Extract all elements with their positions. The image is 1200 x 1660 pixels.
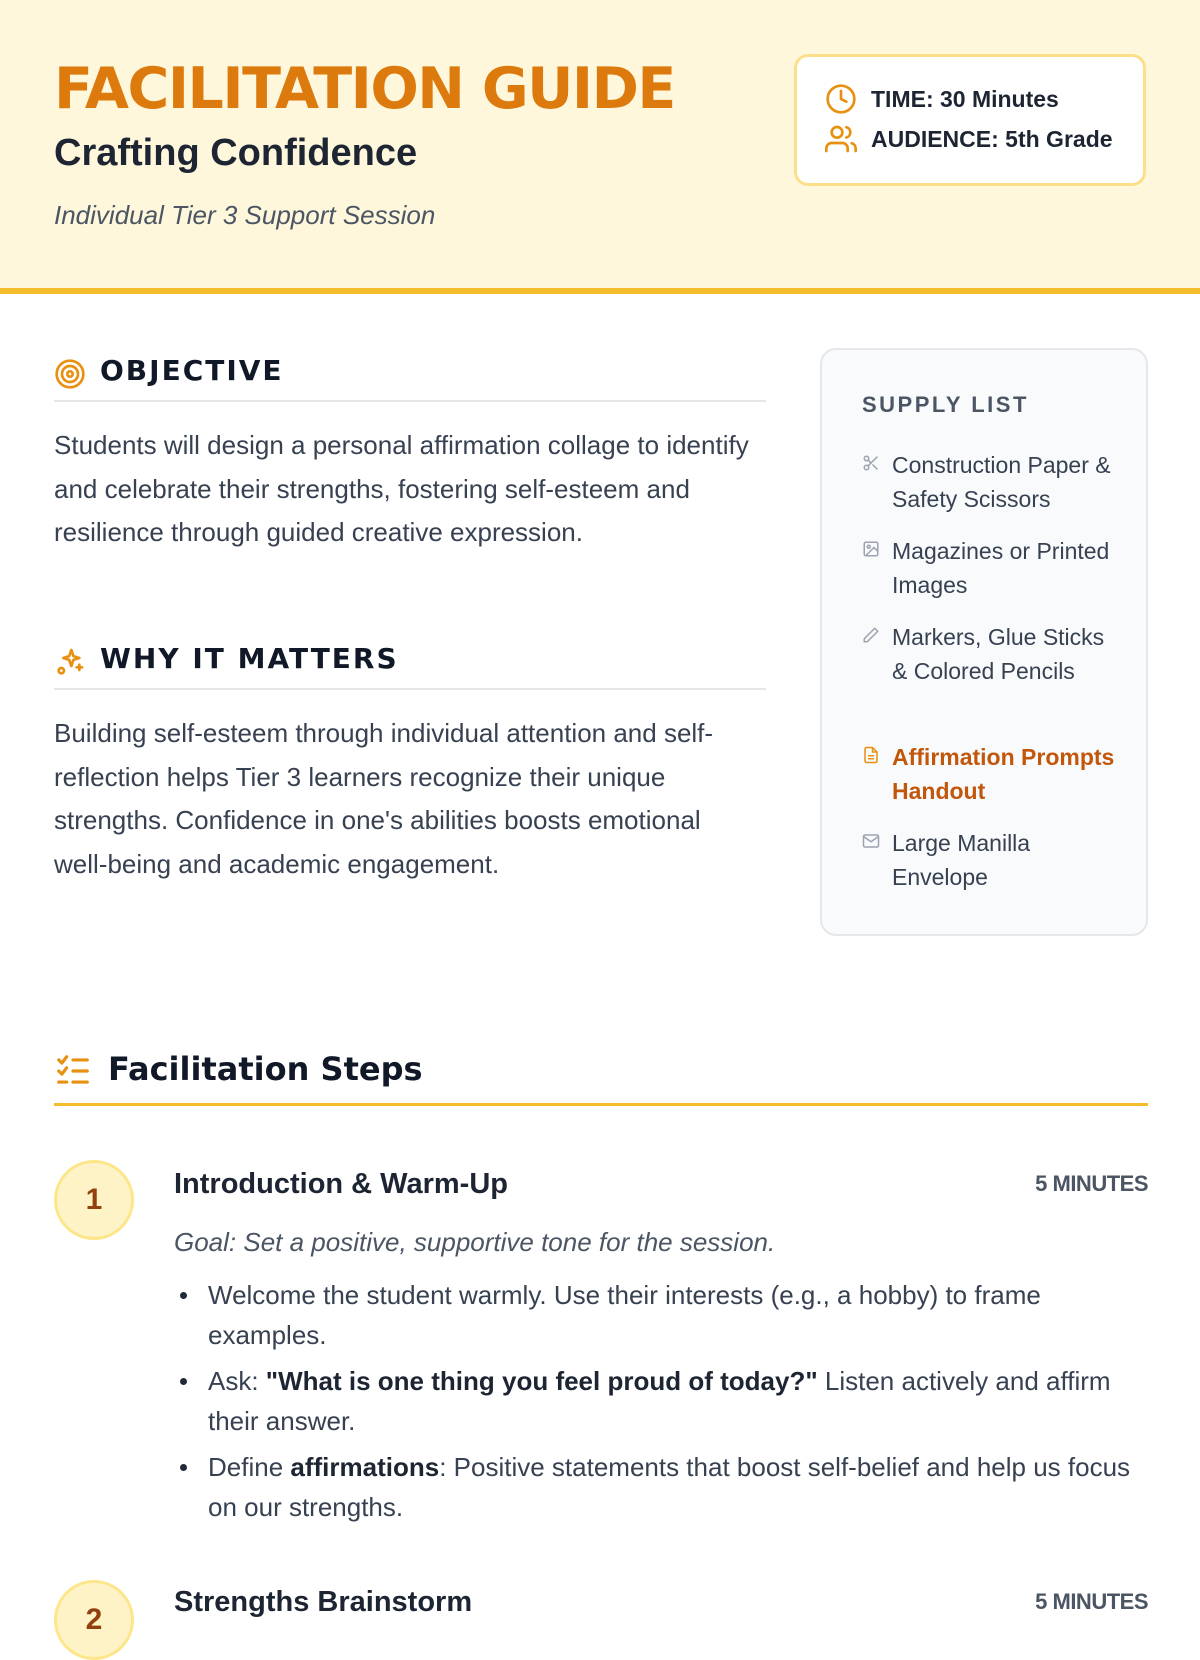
bullet-text: Welcome the student warmly. Use their interests (e.g., a hobby) to frame examples. [208, 1280, 1041, 1350]
step-number: 1 [54, 1160, 134, 1240]
image-icon [862, 540, 880, 558]
supply-item-label: Large Manilla Envelope [892, 830, 1031, 890]
header-banner [0, 0, 1200, 294]
objective-label: OBJECTIVE [100, 354, 284, 387]
target-icon [54, 358, 86, 390]
supply-item [862, 448, 1124, 516]
supply-item-label: Markers, Glue Sticks & Colored Pencils [892, 624, 1105, 684]
step-title: Introduction & Warm-Up [174, 1168, 508, 1200]
step-number: 2 [54, 1580, 134, 1660]
supply-list-card [820, 348, 1148, 936]
facilitation-steps-heading [54, 1046, 1148, 1106]
session-type: Individual Tier 3 Support Session [54, 200, 436, 230]
objective-heading [54, 346, 766, 402]
time-label: TIME: 30 Minutes [871, 85, 1059, 112]
step-duration: 5 MINUTES [1035, 1171, 1148, 1196]
supply-item-label: Construction Paper & Safety Scissors [892, 452, 1111, 512]
step-duration: 5 MINUTES [1035, 1589, 1148, 1614]
supply-item [862, 826, 1124, 894]
step-bullet [174, 1275, 1144, 1355]
bullet-text: Ask: [208, 1366, 266, 1396]
supply-item-highlighted [862, 740, 1124, 808]
step-bullets [174, 1275, 1144, 1533]
bullet-text: : Positive statements that boost self-belief and help us focus on our strengths. [208, 1452, 1131, 1522]
page-subtitle: Crafting Confidence [54, 132, 418, 174]
supply-item-label: Affirmation Prompts Handout [892, 744, 1115, 804]
scissors-icon [862, 454, 880, 472]
supply-item [862, 534, 1124, 602]
pen-icon [862, 626, 880, 644]
session-meta-card [794, 54, 1146, 186]
users-icon [825, 123, 857, 155]
step-title: Strengths Brainstorm [174, 1586, 473, 1618]
page-title: FACILITATION GUIDE [54, 56, 675, 122]
step-bullet [174, 1447, 1144, 1527]
facilitation-steps-label: Facilitation Steps [108, 1050, 423, 1088]
mail-icon [862, 832, 880, 850]
audience-row [825, 124, 1113, 154]
supply-list-title: SUPPLY LIST [862, 392, 1029, 417]
time-row [825, 84, 1059, 114]
sparkles-icon [54, 646, 86, 678]
bullet-question: "What is one thing you feel proud of today?" [265, 1366, 818, 1396]
objective-text: Students will design a personal affirmation collage to identify and celebrate their strengths, fostering self-esteem and resilience through guided creative expression. [54, 430, 749, 547]
why-heading [54, 634, 766, 690]
why-text: Building self-esteem through individual attention and self-reflection helps Tier 3 learners recognize their unique strengths. Confidence in one's abilities boosts emotional well-being and academic engagement. [54, 718, 714, 879]
why-label: WHY IT MATTERS [100, 642, 399, 675]
audience-label: AUDIENCE: 5th Grade [871, 125, 1113, 152]
bullet-text: Define [208, 1452, 291, 1482]
checklist-icon [54, 1052, 92, 1090]
bullet-text: Listen actively and affirm their answer. [208, 1366, 1111, 1436]
step-goal: Goal: Set a positive, supportive tone for the session. [174, 1227, 776, 1257]
supply-item [862, 620, 1124, 688]
bullet-term: affirmations [290, 1452, 440, 1482]
file-text-icon [862, 746, 880, 764]
step-bullet [174, 1361, 1144, 1441]
supply-item-label: Magazines or Printed Images [892, 538, 1110, 598]
clock-icon [825, 83, 857, 115]
